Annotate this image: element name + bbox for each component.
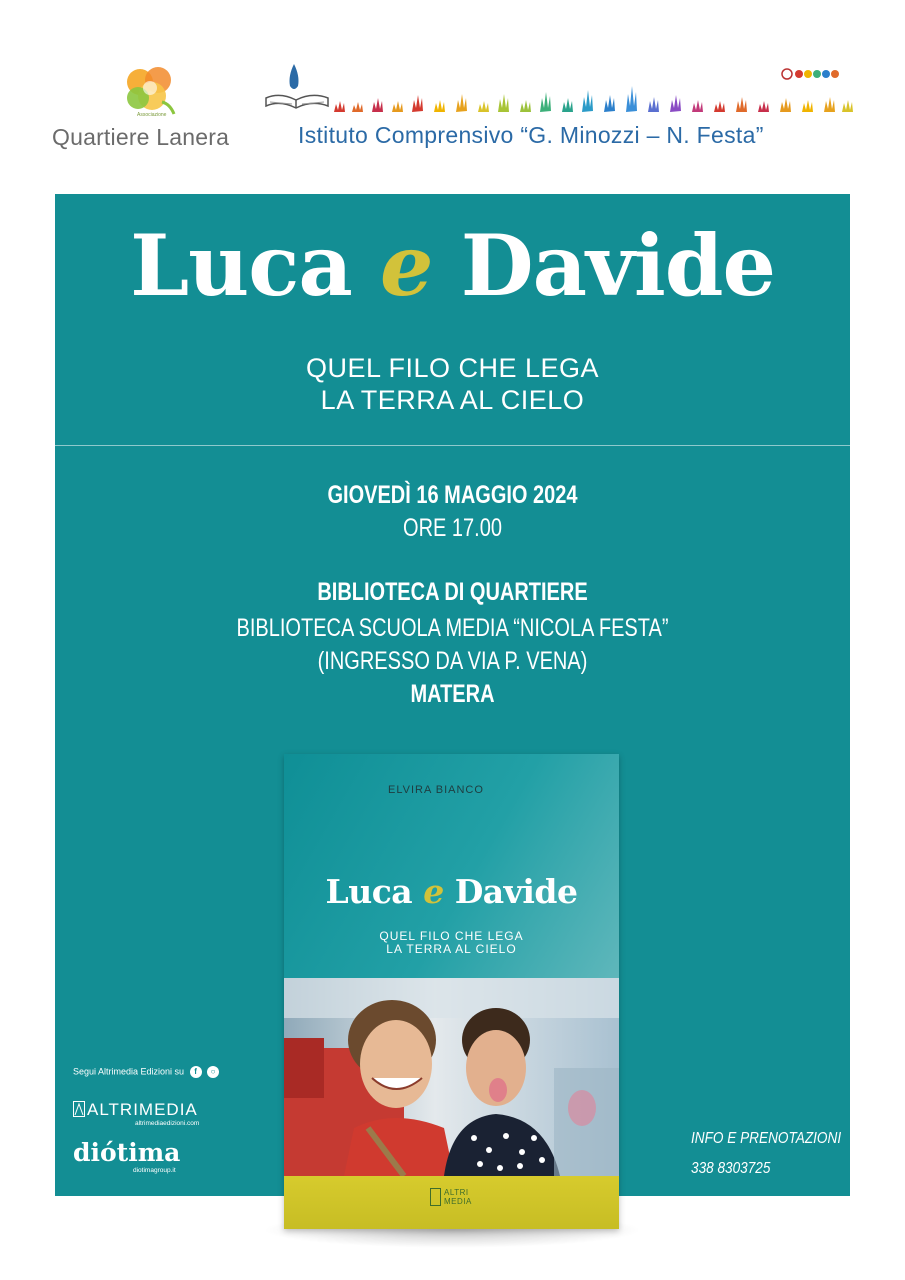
- title-part1: Luca: [130, 216, 352, 315]
- title-part2: Davide: [460, 216, 775, 315]
- book-title: Luca e Davide: [325, 872, 578, 911]
- divider: [55, 445, 850, 446]
- social-text: Segui Altrimedia Edizioni su: [73, 1066, 185, 1077]
- diotima-name: diótima: [73, 1138, 181, 1167]
- quartiere-lanera-logo: [52, 60, 252, 155]
- venue-detail: BIBLIOTECA SCUOLA MEDIA “NICOLA FESTA”: [236, 614, 669, 642]
- open-book-icon: [262, 62, 332, 112]
- subtitle-line1: QUEL FILO CHE LEGA: [305, 353, 600, 383]
- contact-info: [691, 1124, 841, 1184]
- book-subtitle: QUEL FILO CHE LEGA LA TERRA AL CIELO: [379, 929, 524, 956]
- facebook-icon[interactable]: f: [190, 1066, 202, 1078]
- info-label: INFO E PRENOTAZIONI: [691, 1130, 842, 1147]
- subtitle-line2: LA TERRA AL CIELO: [320, 385, 585, 415]
- instagram-icon[interactable]: ○: [207, 1066, 219, 1078]
- book-author: ELVIRA BIANCO: [388, 784, 484, 796]
- istituto-logo: [262, 62, 862, 162]
- event-city: MATERA: [410, 680, 495, 708]
- title-connector: e: [380, 216, 433, 315]
- colored-hands-decoration: [330, 76, 855, 118]
- altrimedia-name: ALTRIMEDIA: [73, 1100, 198, 1120]
- social-follow: [73, 1066, 219, 1078]
- altrimedia-url: altrimediaedizioni.com: [135, 1120, 200, 1127]
- event-subtitle: [55, 352, 850, 416]
- event-date: GIOVEDÌ 16 MAGGIO 2024: [327, 481, 578, 509]
- altrimedia-logo: [73, 1100, 200, 1127]
- venue-title: BIBLIOTECA DI QUARTIERE: [317, 578, 588, 606]
- book-cover: [284, 754, 619, 1229]
- diotima-url: diotimagroup.it: [133, 1167, 176, 1174]
- event-time: ORE 17.00: [403, 514, 502, 542]
- book-cover-photo: [284, 978, 619, 1176]
- phone-number[interactable]: 338 8303725: [691, 1160, 771, 1177]
- ministry-badge-icon: [780, 66, 842, 82]
- altrimedia-mark-icon: [73, 1101, 85, 1117]
- event-title: [55, 216, 850, 315]
- lanera-name: Quartiere Lanera: [52, 124, 230, 150]
- istituto-name: Istituto Comprensivo “G. Minozzi – N. Festa”: [298, 122, 764, 148]
- diotima-logo: [73, 1138, 181, 1174]
- publisher-mark-icon: [430, 1188, 441, 1206]
- venue-entrance: (INGRESSO DA VIA P. VENA): [317, 647, 588, 675]
- lanera-association-label: Associazione: [137, 112, 167, 118]
- book-publisher: ALTRI MEDIA: [430, 1188, 472, 1206]
